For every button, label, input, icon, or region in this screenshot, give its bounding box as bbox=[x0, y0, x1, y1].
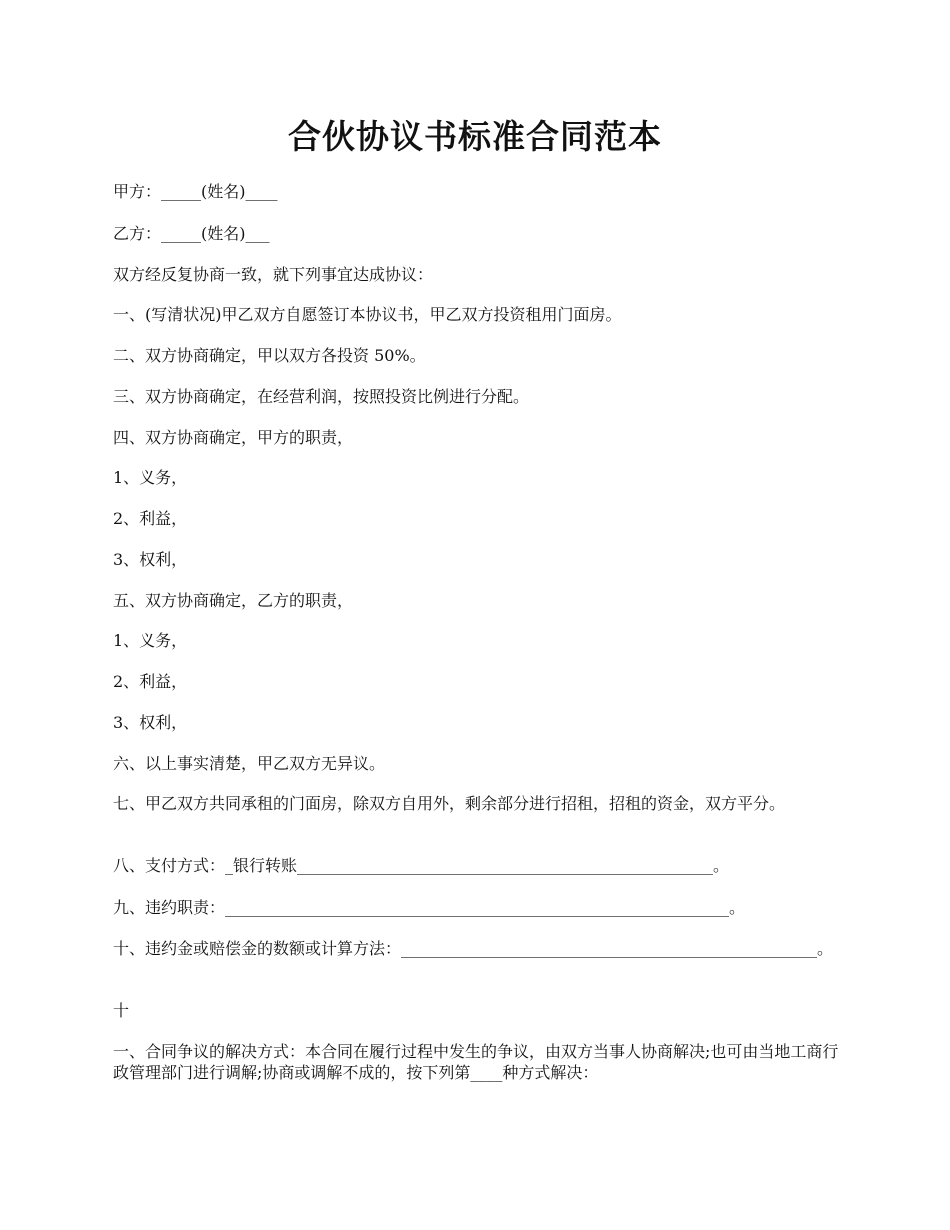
party-b-line: 乙方：_____(姓名)___ bbox=[113, 224, 270, 243]
clause-4-item-3: 3、权利， bbox=[113, 550, 188, 569]
clause-11-heading: 十 bbox=[113, 1001, 130, 1020]
clause-11-dispute: 一、合同争议的解决方式：本合同在履行过程中发生的争议，由双方当事人协商解决;也可由当地工商行政管理部门进行调解;协商或调解不成的，按下列第____种方式解决： bbox=[113, 1042, 839, 1082]
clause-4-item-1: 1、义务， bbox=[113, 468, 188, 487]
clause-4: 四、双方协商确定，甲方的职责， bbox=[113, 428, 354, 447]
clause-6: 六、以上事实清楚，甲乙双方无异议。 bbox=[113, 754, 386, 773]
clause-2: 二、双方协商确定，甲以双方各投资 50%。 bbox=[113, 346, 426, 365]
clause-3: 三、双方协商确定，在经营利润，按照投资比例进行分配。 bbox=[113, 387, 530, 406]
clause-4-item-2: 2、利益， bbox=[113, 509, 188, 528]
party-a-line: 甲方：_____(姓名)____ bbox=[113, 182, 278, 201]
clause-10-damages: 十、违约金或赔偿金的数额或计算方法：____________________________________________________。 bbox=[113, 939, 834, 958]
clause-1: 一、(写清状况)甲乙双方自愿签订本协议书，甲乙双方投资租用门面房。 bbox=[113, 305, 622, 324]
clause-5-item-1: 1、义务， bbox=[113, 631, 188, 650]
clause-5-item-3: 3、权利， bbox=[113, 713, 188, 732]
clause-9-liability: 九、违约职责：_______________________________________________________________。 bbox=[113, 898, 746, 917]
preamble-paragraph: 双方经反复协商一致，就下列事宜达成协议： bbox=[113, 265, 434, 284]
clause-7: 七、甲乙双方共同承租的门面房，除双方自用外，剩余部分进行招租，招租的资金，双方平分。 bbox=[113, 794, 786, 813]
clause-8-payment: 八、支付方式：_银行转账____________________________________________________。 bbox=[113, 856, 730, 875]
document-title: 合伙协议书标准合同范本 bbox=[288, 117, 662, 156]
clause-5: 五、双方协商确定，乙方的职责， bbox=[113, 591, 354, 610]
clause-5-item-2: 2、利益， bbox=[113, 672, 188, 691]
